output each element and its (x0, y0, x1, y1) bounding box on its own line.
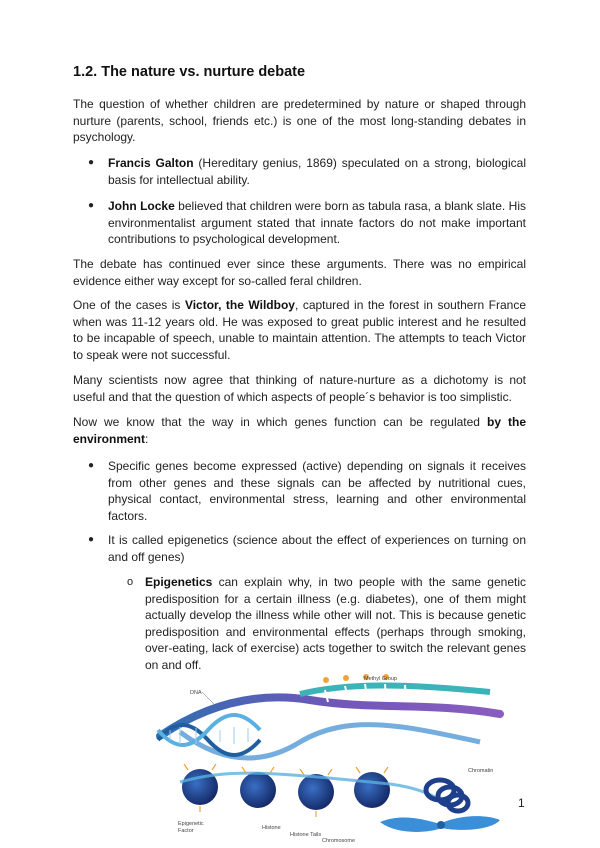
environment-paragraph: Now we know that the way in which genes function can be regulated by the environment: (73, 415, 526, 446)
label-histone: Histone (262, 825, 281, 831)
bullet-text: It is called epigenetics (science about the effect of experiences on turning on and off genes) (108, 533, 526, 564)
label-chromosome: Chromosome (322, 838, 356, 842)
bullet-text: (Hereditary genius, 1869) speculated on a strong, biological basis for intellectual ability. (108, 156, 526, 187)
chromosome (380, 816, 500, 832)
label-histone-tails: Histone Tails (290, 832, 322, 838)
debate-paragraph: The debate has continued ever since these arguments. There was no empirical evidence either way except for so-called feral children. (73, 257, 526, 288)
intro-paragraph: The question of whether children are predetermined by nature or shaped through nurture (parents, school, friends etc.) is one of the most long-standing debates in psychology. (73, 97, 526, 144)
epigenetics-diagram (150, 672, 510, 842)
bullet-bold: Francis Galton (108, 156, 194, 170)
subbullet-text: can explain why, in two people with the same genetic predisposition for a certain illness (e.g. diabetes), one of them might actually develop the illness while other will not. This is because genetic predisposition and environmental effects (perhaps through smoking, over-eating, lack of exercise) acts together to switch the relevant genes on and off. (145, 575, 526, 672)
dna-teal-strand (300, 686, 490, 695)
dichotomy-paragraph: Many scientists now agree that thinking of nature-nurture as a dichotomy is not useful and that the question of which aspects of people´s behavior is too simplistic. (73, 373, 526, 404)
label-epigenetic: Epigenetic (178, 821, 204, 827)
bullet-dot-icon: ● (88, 460, 95, 471)
bullet-bold: John Locke (108, 199, 175, 213)
bullet-text: Specific genes become expressed (active) depending on signals it receives from other genes and these signals can be affected by nutritional cues, physical contact, environmental stress, learning and other environmental factors. (108, 459, 526, 523)
nucleosome (354, 772, 390, 808)
bullet-text: believed that children were born as tabula rasa, a blank slate. His environmentalist argument stated that innate factors do not make important contributions to psychological development. (108, 199, 526, 246)
victor-paragraph: One of the cases is Victor, the Wildboy, captured in the forest in southern France when was 11-12 years old. He was exposed to great public interest and he resulted to be incapable of speech, unable to maintain attention. The attempts to teach Victor to speak were not successful. (73, 298, 527, 362)
subbullet-marker: o (127, 576, 134, 588)
page-number: 1 (518, 796, 525, 810)
label-factor: Factor (178, 828, 194, 834)
label-dna: DNA (190, 690, 202, 696)
environment-bold: by the environment (73, 415, 526, 446)
bullet-dot-icon: ● (88, 200, 95, 211)
nucleosome (240, 772, 276, 808)
label-chromatin: Chromatin (468, 768, 494, 774)
label-methyl: Methyl Group (364, 676, 398, 682)
section-title: 1.2. The nature vs. nurture debate (73, 64, 306, 80)
subbullet-bold: Epigenetics (145, 575, 213, 589)
bullet-dot-icon: ● (88, 534, 95, 545)
victor-bold: Victor, the Wildboy (184, 298, 295, 312)
bullet-dot-icon: ● (88, 157, 95, 168)
